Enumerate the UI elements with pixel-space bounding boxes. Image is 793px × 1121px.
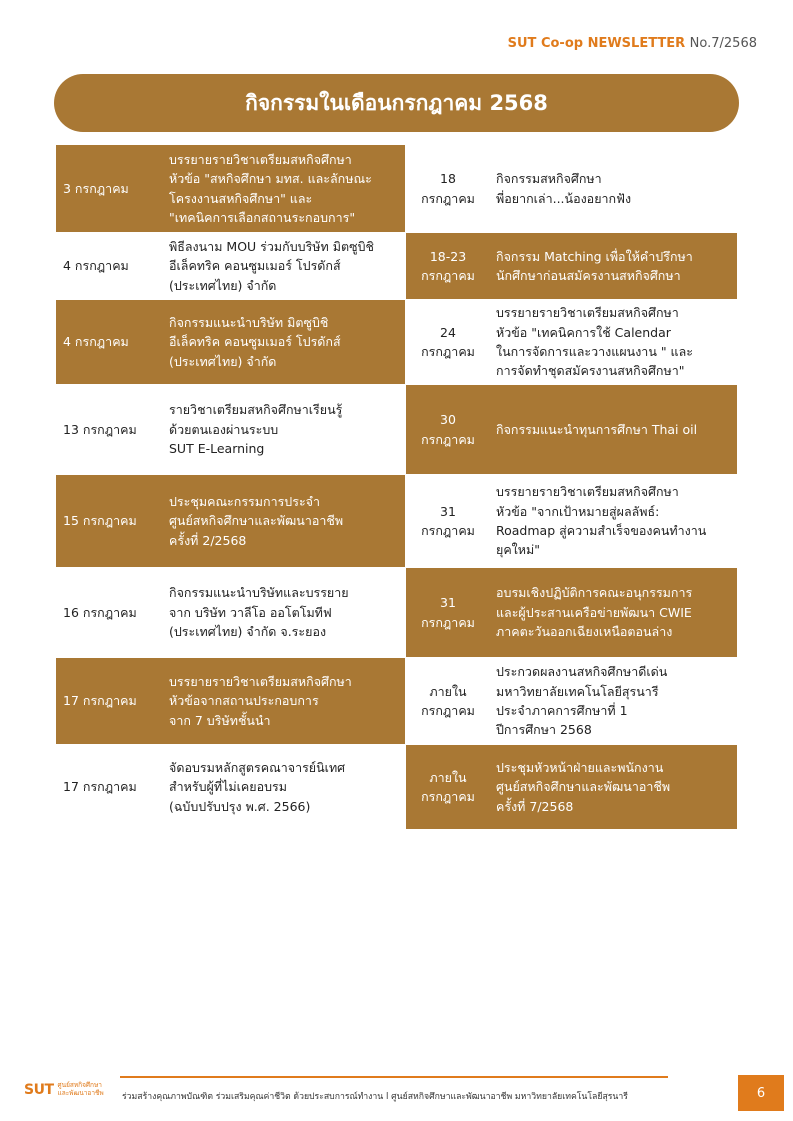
newsletter-brand: SUT Co-op NEWSLETTER bbox=[507, 36, 686, 51]
newsletter-masthead bbox=[508, 36, 757, 51]
event-date-line: กรกฎาคม bbox=[421, 523, 475, 538]
event-description-line: (ประเทศไทย) จำกัด bbox=[169, 353, 277, 369]
event-description-line: ภาคตะวันออกเฉียงเหนือตอนล่าง bbox=[496, 624, 673, 640]
event-description-line: อีเล็คทริค คอนซูมเมอร์ โปรดักส์ bbox=[169, 334, 341, 350]
event-date-line: 18-23 bbox=[429, 248, 467, 264]
event-date: 3 กรกฎาคม bbox=[63, 180, 129, 196]
event-description-line: จัดอบรมหลักสูตรคณาจารย์นิเทศ bbox=[169, 759, 346, 775]
event-date-line: 30 bbox=[440, 412, 456, 428]
page-number: 6 bbox=[756, 1085, 766, 1101]
right-event-column bbox=[406, 145, 737, 829]
left-event-row bbox=[56, 568, 405, 657]
event-date bbox=[406, 323, 490, 362]
event-date bbox=[406, 169, 490, 208]
event-description-line: พิธีลงนาม MOU ร่วมกับบริษัท มิตซูบิชิ bbox=[169, 238, 374, 254]
event-description bbox=[161, 313, 405, 371]
event-date-line: กรกฎาคม bbox=[421, 190, 475, 206]
event-description-line: ปีการศึกษา 2568 bbox=[496, 722, 592, 738]
right-event-row bbox=[406, 568, 737, 657]
left-event-column bbox=[56, 145, 405, 829]
event-date-line: ภายใน bbox=[429, 769, 467, 785]
event-date bbox=[406, 593, 490, 632]
event-description-line: ประกวดผลงานสหกิจศึกษาดีเด่น bbox=[496, 664, 668, 680]
event-description-line: หัวข้อจากสถานประกอบการ bbox=[169, 693, 319, 709]
event-description-line: มหาวิทยาลัยเทคโนโลยีสุรนารี bbox=[496, 683, 659, 699]
section-title: กิจกรรมในเดือนกรกฎาคม 2568 bbox=[245, 90, 548, 115]
event-description-line: กิจกรรมสหกิจศึกษา bbox=[496, 171, 602, 187]
event-date: 16 กรกฎาคม bbox=[63, 604, 137, 620]
event-description-line: นักศึกษาก่อนสมัครงานสหกิจศึกษา bbox=[496, 268, 681, 283]
event-description-line: ในการจัดการและวางแผนงาน " และ bbox=[496, 344, 693, 359]
event-description bbox=[161, 150, 405, 228]
left-event-row bbox=[56, 145, 405, 232]
event-description-line: สำหรับผู้ที่ไม่เคยอบรม bbox=[169, 779, 287, 795]
event-description-line: ยุคใหม่" bbox=[496, 542, 541, 558]
event-description-line: อบรมเชิงปฏิบัติการคณะอนุกรรมการ bbox=[496, 585, 693, 601]
event-date-line: 24 bbox=[440, 324, 456, 340]
event-description bbox=[161, 492, 405, 550]
right-event-row bbox=[406, 475, 737, 567]
right-event-row bbox=[406, 233, 737, 299]
event-date-line: กรกฎาคม bbox=[421, 789, 475, 804]
event-description bbox=[490, 169, 737, 208]
event-date-line: 18 bbox=[440, 171, 456, 187]
event-description-line: และผู้ประสานเครือข่ายพัฒนา CWIE bbox=[496, 604, 692, 620]
footer-logo-unit-line: และพัฒนาอาชีพ bbox=[57, 1089, 104, 1097]
event-description-line: โครงงานสหกิจศึกษา" และ bbox=[169, 190, 313, 206]
event-description bbox=[490, 247, 737, 286]
event-description-line: พี่อยากเล่า...น้องอยากฟัง bbox=[496, 190, 632, 206]
event-description-line: ประชุมคณะกรรมการประจำ bbox=[169, 493, 321, 509]
event-description-line: SUT E-Learning bbox=[169, 441, 265, 457]
footer-logo bbox=[24, 1082, 104, 1098]
left-event-row bbox=[56, 385, 405, 474]
right-event-row bbox=[406, 745, 737, 829]
event-description bbox=[490, 662, 737, 740]
event-date: 13 กรกฎาคม bbox=[63, 421, 137, 437]
event-date-line: กรกฎาคม bbox=[421, 614, 475, 630]
event-date bbox=[406, 768, 490, 807]
event-date bbox=[406, 247, 490, 286]
event-description bbox=[161, 583, 405, 641]
event-description-line: ประชุมหัวหน้าฝ่ายและพนักงาน bbox=[496, 759, 664, 775]
event-description-line: Roadmap สู่ความสำเร็จของคนทำงาน bbox=[496, 523, 707, 538]
event-date-line: ภายใน bbox=[429, 683, 467, 699]
event-description-line: หัวข้อ "สหกิจศึกษา มทส. และลักษณะ bbox=[169, 171, 372, 187]
section-title-banner bbox=[54, 74, 739, 132]
event-description-line: ประจำภาคการศึกษาที่ 1 bbox=[496, 703, 628, 718]
event-description-line: การจัดทำชุดสมัครงานสหกิจศึกษา" bbox=[496, 363, 685, 379]
event-date-line: 31 bbox=[440, 503, 456, 519]
event-date-line: 31 bbox=[440, 595, 456, 611]
footer-logo-unit bbox=[58, 1082, 104, 1098]
footer-logo-unit-line: ศูนย์สหกิจศึกษา bbox=[57, 1081, 102, 1090]
right-event-row bbox=[406, 385, 737, 474]
event-date: 4 กรกฎาคม bbox=[63, 258, 129, 274]
event-description-line: (ประเทศไทย) จำกัด bbox=[169, 277, 277, 293]
event-description-line: บรรยายรายวิชาเตรียมสหกิจศึกษา bbox=[169, 151, 352, 167]
footer-logo-mark: SUT bbox=[24, 1082, 54, 1098]
event-description bbox=[161, 400, 405, 458]
event-description bbox=[161, 237, 405, 295]
event-description-line: อีเล็คทริค คอนซูมเมอร์ โปรดักส์ bbox=[169, 258, 341, 274]
left-event-row bbox=[56, 745, 405, 829]
event-date bbox=[406, 410, 490, 449]
footer-tagline: ร่วมสร้างคุณภาพบัณฑิต ร่วมเสริมคุณค่าชีวิต ด้วยประสบการณ์ทำงาน l ศูนย์สหกิจศึกษาและพัฒนาอาชีพ มหาวิทยาลัยเทคโนโลยีสุรนารี bbox=[122, 1092, 628, 1102]
event-description-line: รายวิชาเตรียมสหกิจศึกษาเรียนรู้ bbox=[169, 402, 343, 418]
event-description-line: ครั้งที่ 2/2568 bbox=[169, 532, 247, 548]
event-description-line: ด้วยตนเองผ่านระบบ bbox=[169, 421, 279, 437]
newsletter-issue: No.7/2568 bbox=[689, 36, 757, 51]
event-date: 15 กรกฎาคม bbox=[63, 513, 137, 529]
left-event-row bbox=[56, 233, 405, 299]
event-date-line: กรกฎาคม bbox=[421, 703, 475, 718]
event-description-line: (ประเทศไทย) จำกัด จ.ระยอง bbox=[169, 624, 327, 640]
event-description-line: กิจกรรมแนะนำทุนการศึกษา Thai oil bbox=[496, 421, 698, 437]
event-description-line: กิจกรรม Matching เพื่อให้คำปรึกษา bbox=[496, 248, 693, 264]
event-description bbox=[490, 482, 737, 560]
footer-divider bbox=[120, 1076, 668, 1078]
event-date: 17 กรกฎาคม bbox=[63, 693, 137, 709]
event-description-line: จาก 7 บริษัทชั้นนำ bbox=[169, 712, 271, 728]
event-description-line: ศูนย์สหกิจศึกษาและพัฒนาอาชีพ bbox=[169, 513, 344, 529]
event-description bbox=[490, 583, 737, 641]
event-date-line: กรกฎาคม bbox=[421, 268, 475, 283]
event-description-line: ศูนย์สหกิจศึกษาและพัฒนาอาชีพ bbox=[496, 779, 671, 795]
left-event-row bbox=[56, 475, 405, 567]
event-date-line: กรกฎาคม bbox=[421, 344, 475, 359]
event-description-line: บรรยายรายวิชาเตรียมสหกิจศึกษา bbox=[496, 484, 679, 500]
event-description bbox=[161, 758, 405, 816]
event-date-line: กรกฎาคม bbox=[421, 431, 475, 447]
event-date bbox=[406, 502, 490, 541]
event-description-line: บรรยายรายวิชาเตรียมสหกิจศึกษา bbox=[169, 673, 352, 689]
event-description-line: หัวข้อ "เทคนิคการใช้ Calendar bbox=[496, 324, 671, 340]
right-event-row bbox=[406, 145, 737, 232]
left-event-row bbox=[56, 658, 405, 744]
event-description bbox=[490, 758, 737, 816]
right-event-row bbox=[406, 658, 737, 744]
event-description-line: หัวข้อ "จากเป้าหมายสู่ผลลัพธ์: bbox=[496, 503, 660, 519]
event-description-line: (ฉบับปรับปรุง พ.ศ. 2566) bbox=[169, 798, 311, 814]
event-description-line: บรรยายรายวิชาเตรียมสหกิจศึกษา bbox=[496, 305, 679, 321]
event-description bbox=[490, 420, 737, 439]
event-description-line: "เทคนิคการเลือกสถานระกอบการ" bbox=[169, 209, 356, 225]
event-date: 4 กรกฎาคม bbox=[63, 334, 129, 350]
event-description-line: กิจกรรมแนะนำบริษัท มิตซูบิชิ bbox=[169, 314, 329, 330]
event-description-line: กิจกรรมแนะนำบริษัทและบรรยาย bbox=[169, 585, 349, 601]
event-description-line: ครั้งที่ 7/2568 bbox=[496, 798, 574, 814]
left-event-row bbox=[56, 300, 405, 384]
event-description-line: จาก บริษัท วาลีโอ ออโตโมทีฟ bbox=[169, 604, 332, 620]
right-event-row bbox=[406, 300, 737, 384]
page-number-box bbox=[738, 1075, 784, 1111]
event-description bbox=[161, 672, 405, 730]
event-date: 17 กรกฎาคม bbox=[63, 779, 137, 795]
event-description bbox=[490, 303, 737, 381]
event-date bbox=[406, 682, 490, 721]
